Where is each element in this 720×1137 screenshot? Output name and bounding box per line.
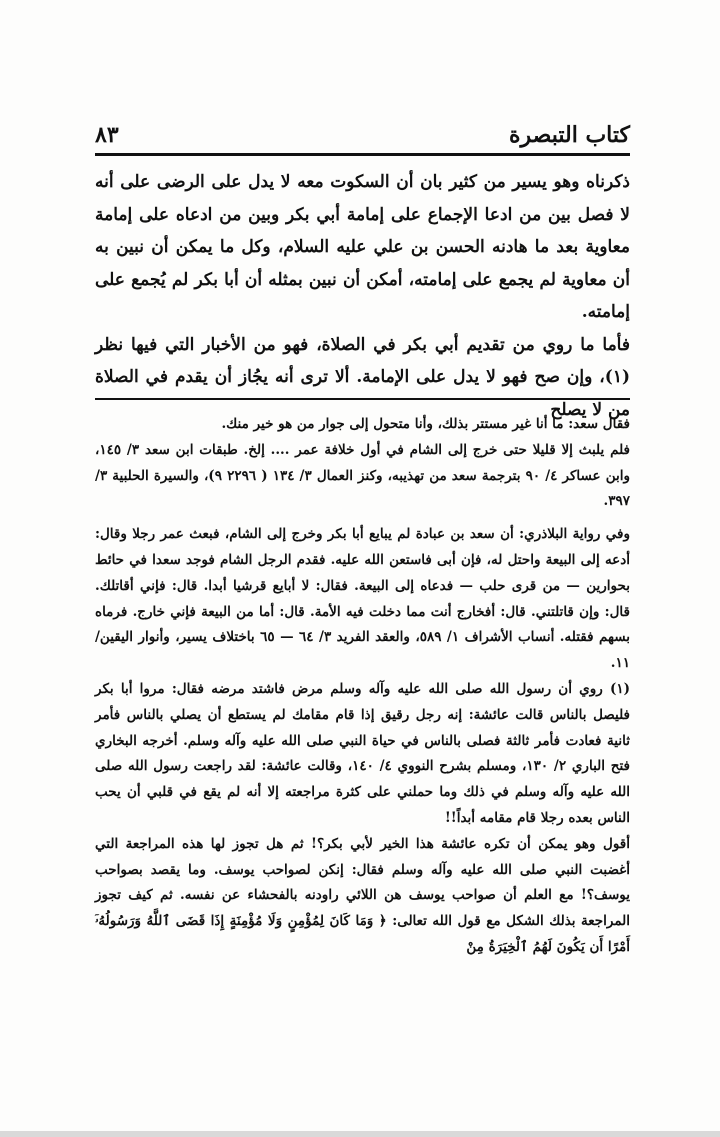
footnote-paragraph-4: (١) روي أن رسول الله صلى الله عليه وآله وسلم مرض فاشتد مرضه فقال: مروا أبا بكر فليصل بالناس قالت عائشة: إنه رجل رقيق إذا قام مقامك لم يستطع أن يصلي بالناس فأمر ثانية فعادت فأمر ثالثة فصلى بالناس في حياة النبي صلى الله عليه وآله وسلم. أخرجه البخاري فتح الباري ٢/ ١٣٠، ومسلم بشرح النووي ٤/ ١٤٠، وقالت عائشة: لقد راجعت رسول الله صلى الله عليه وآله وسلم في ذلك وما حملني على كثرة مراجعته إلا أنه لم يقع في قلبي أن يحب الناس بعده رجلا قام مقامه أبداً!! bbox=[95, 680, 630, 826]
book-title: كتاب التبصرة bbox=[508, 122, 630, 148]
main-body-text bbox=[95, 166, 630, 426]
page-header bbox=[95, 118, 630, 156]
footnote-paragraph-1: فقال سعد: ما أنا غير مستتر بذلك، وأنا متحول إلى جوار من هو خير منك. bbox=[221, 416, 630, 432]
bottom-edge-bar bbox=[0, 1131, 720, 1137]
page-number: ٨٣ bbox=[95, 122, 119, 148]
footnote-paragraph-2: فلم يلبث إلا قليلا حتى خرج إلى الشام في أول خلافة عمر .... إلخ. طبقات ابن سعد ٣/ ١٤٥، وابن عساكر ٤/ ٩٠ بترجمة سعد من تهذيبه، وكنز العمال ٣/ ١٣٤ ( ٢٢٩٦ ٩)، والسيرة الحلبية ٣/ ٣٩٧. bbox=[95, 441, 630, 510]
header-divider bbox=[95, 153, 630, 156]
body-paragraph-2: فأما ما روي من تقديم أبي بكر في الصلاة، فهو من الأخبار التي فيها نظر (١)، وإن صح فهو لا يدل على الإمامة. ألا ترى أنه يجُاز أن يقدم في الصلاة من لا يصلح bbox=[95, 334, 630, 420]
body-paragraph-1: ذكرناه وهو يسير من كثير بان أن السكوت معه لا يدل على الرضى على أنه لا فصل بين من ادعا الإجماع على إمامة أبي بكر وبين من ادعاه على إمامة معاوية بعد ما هادنه الحسن بن علي عليه السلام، وكل ما يمكن أن نبين به أن معاوية لم يجمع على إمامته، أمكن أن نبين بمثله أن أبا بكر لم يُجمع على إمامته. bbox=[95, 172, 630, 322]
footnote-paragraph-3: وفي رواية البلاذري: أن سعد بن عبادة لم يبايع أبا بكر وخرج إلى الشام، فبعث عمر رجلا وقال: أدعه إلى البيعة واحتل له، فإن أبى فاستعن الله عليه. فقدم الرجل الشام فوجد سعدا في حائط بحوارين — من قرى حلب — فدعاه إلى البيعة. فقال: لا أبايع قرشيا أبدا. قال: فإني أقاتلك. قال: وإن قاتلتني. قال: أفخارج أنت مما دخلت فيه الأمة. قال: أما من البيعة فإني خارج. فرماه بسهم فقتله. أنساب الأشراف ١/ ٥٨٩، والعقد الفريد ٣/ ٦٤ — ٦٥ باختلاف يسير، وأنوار اليقين/ ١١. bbox=[95, 526, 631, 672]
footnote-paragraph-5: أقول وهو يمكن أن تكره عائشة هذا الخير لأبي بكر؟! ثم هل تجوز لها هذه المراجعة التي أغضبت النبي صلى الله عليه وآله وسلم فقال: إنكن لصواحب يوسف. وما يقصد بصواحب يوسف؟! مع العلم أن صواحب يوسف هن اللائي راودنه بالفحشاء عن نفسه. ثم كيف تجوز المراجعة بذلك الشكل مع قول الله تعالى: ﴿ وَمَا كَانَ لِمُؤْمِنٍ وَلَا مُؤْمِنَةٍ إِذَا قَضَى ٱللَّهُ وَرَسُولُهُۥٓ أَمْرًا أَن يَكُونَ لَهُمُ ٱلْخِيَرَةُ مِنْ bbox=[95, 835, 630, 955]
footnote-divider bbox=[95, 398, 630, 400]
footnotes-section bbox=[95, 412, 630, 961]
